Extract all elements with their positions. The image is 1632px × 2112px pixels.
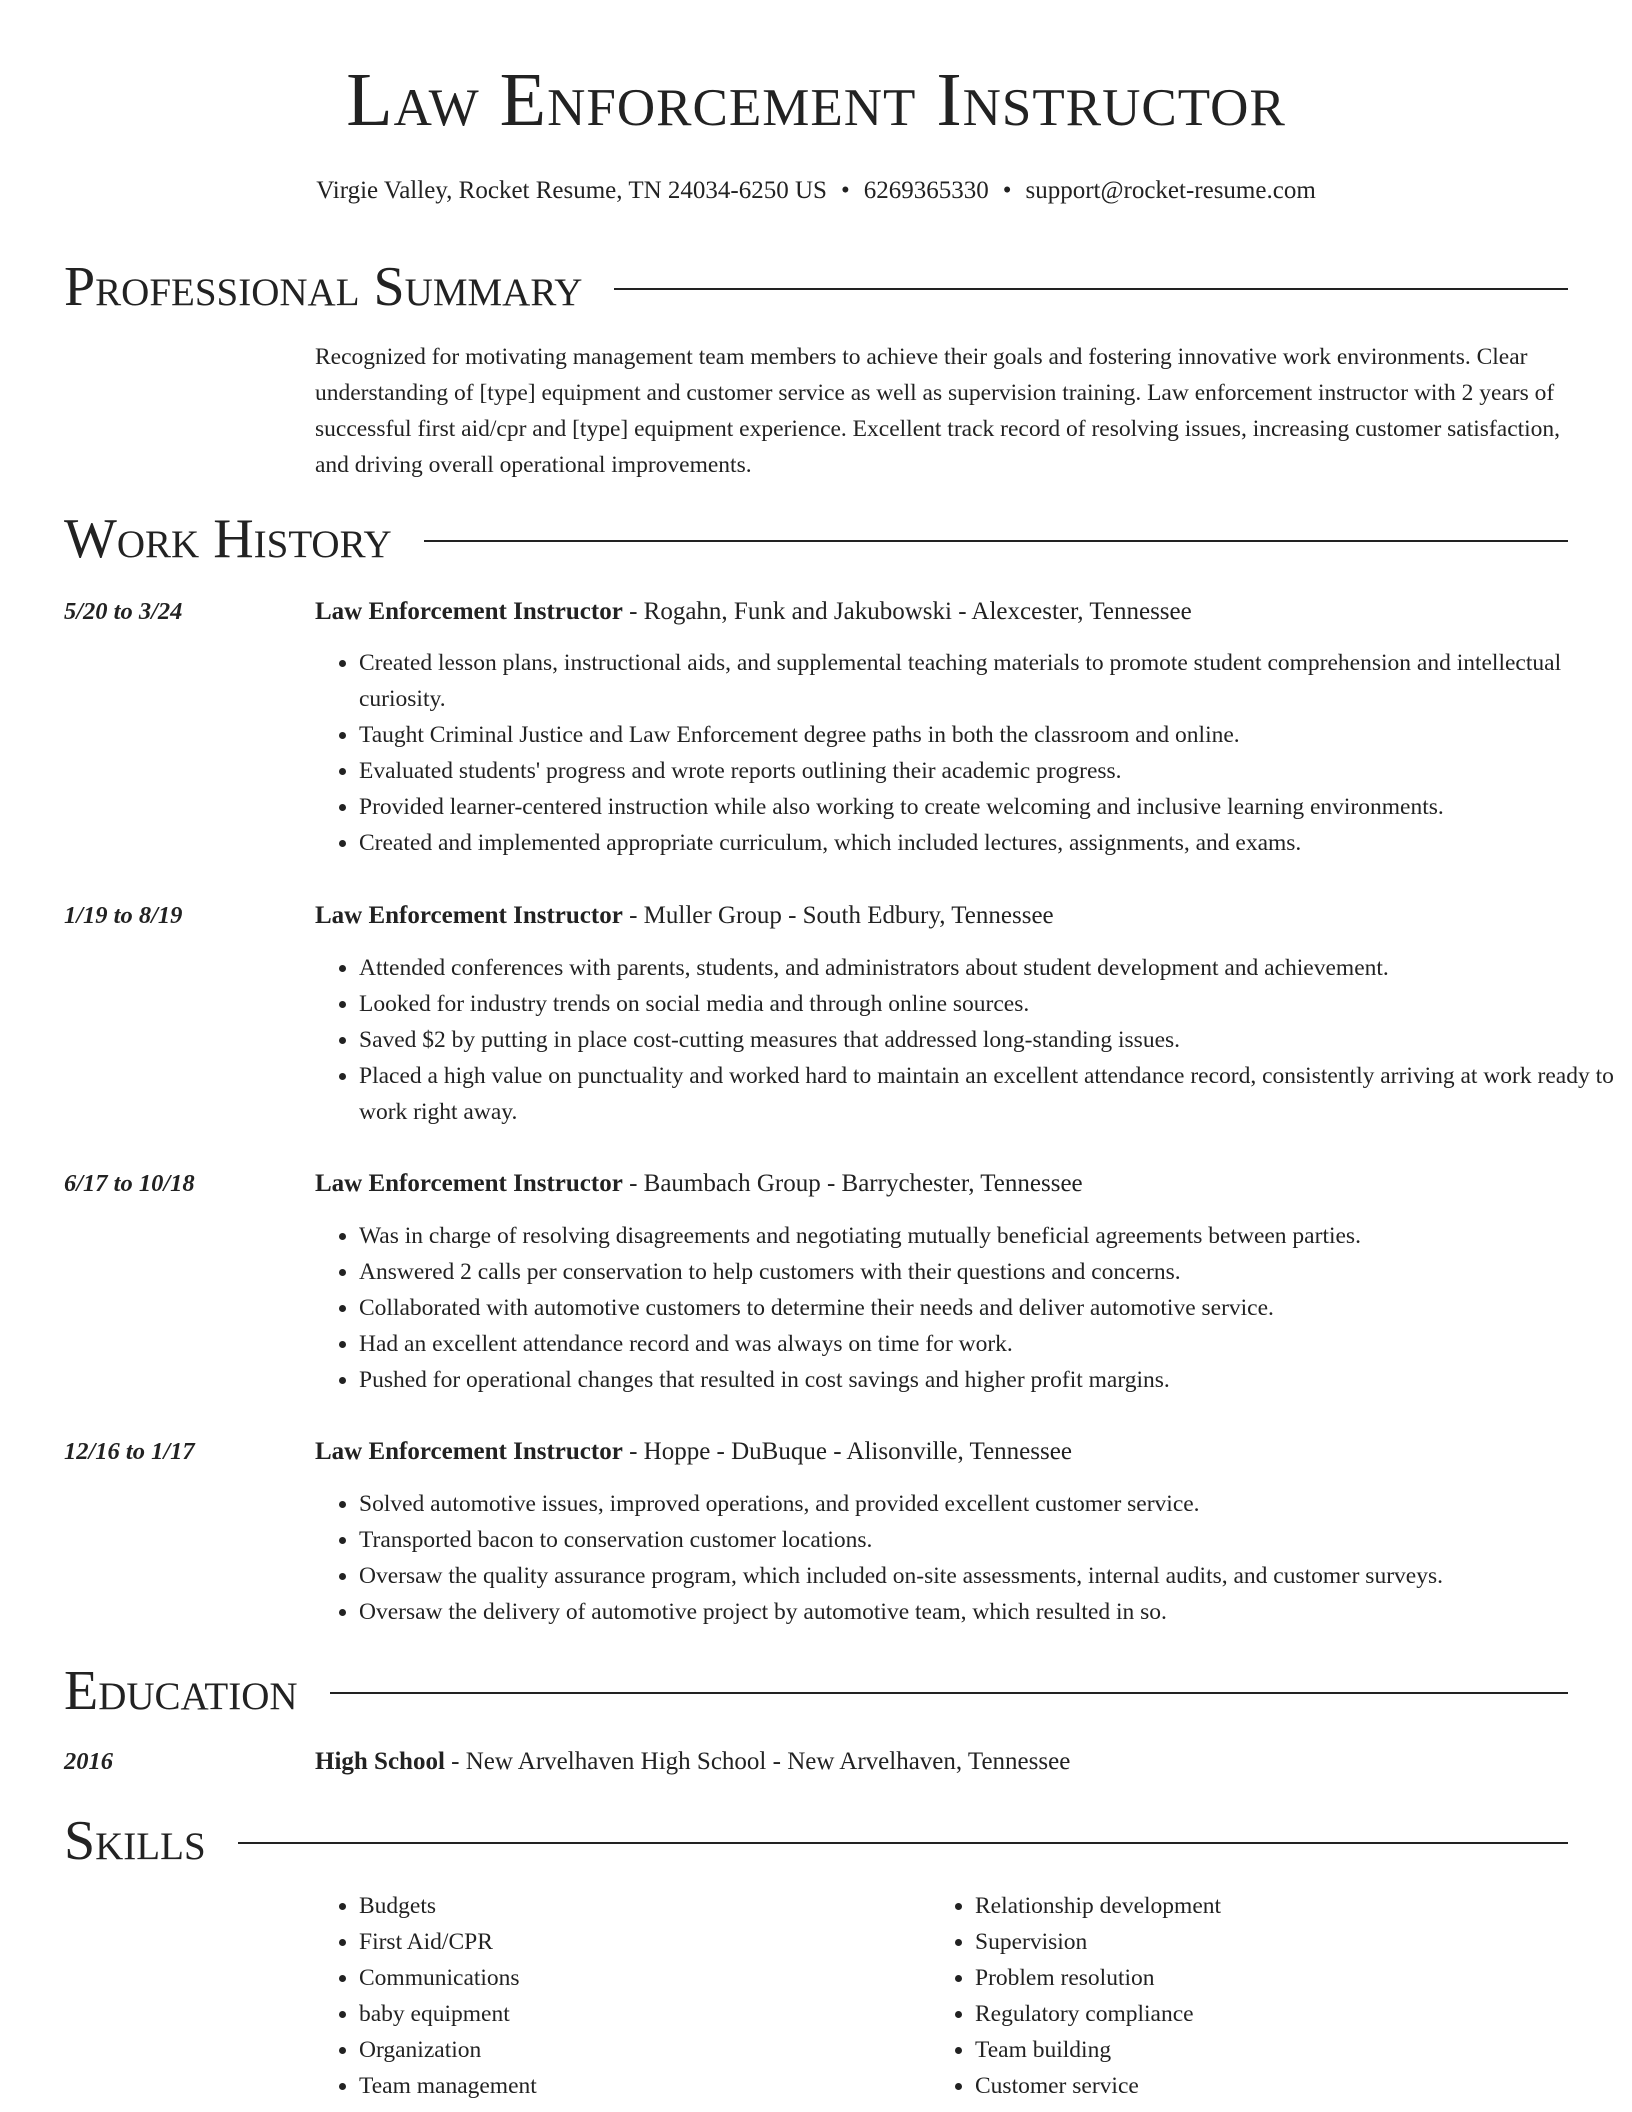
contact-phone: 6269365330: [863, 177, 989, 204]
section-header-skills: [64, 1810, 1568, 1872]
section-title: Education: [64, 1660, 298, 1722]
list-item: • Created lesson plans, instructional aids, and supplemental teaching materials to promote student comprehension and intellectual curiosity.: [359, 645, 1624, 717]
work-heading: [315, 1434, 1072, 1470]
work-bullets: [315, 950, 1624, 1130]
skill-item: • Budgets: [359, 1888, 537, 1924]
list-item: • Pushed for operational changes that resulted in cost savings and higher profit margins.: [359, 1362, 1624, 1398]
skill-item: • baby equipment: [359, 1996, 537, 2032]
list-item: • Taught Criminal Justice and Law Enforcement degree paths in both the classroom and online.: [359, 717, 1624, 753]
list-item: • Provided learner-centered instruction while also working to create welcoming and inclusive learning environments.: [359, 789, 1624, 825]
list-item: • Collaborated with automotive customers to determine their needs and deliver automotive service.: [359, 1290, 1624, 1326]
work-bullets: [315, 1218, 1624, 1398]
skill-item: • Supervision: [975, 1924, 1221, 1960]
list-item: • Was in charge of resolving disagreements and negotiating mutually beneficial agreements between parties.: [359, 1218, 1624, 1254]
skill-item: • Problem resolution: [975, 1960, 1221, 1996]
list-item: • Created and implemented appropriate curriculum, which included lectures, assignments, and exams.: [359, 825, 1624, 861]
section-header-education: [64, 1660, 1568, 1722]
summary-paragraph: Recognized for motivating management team members to achieve their goals and fostering innovative work environments. Clear understanding of [type] equipment and customer service as well as supervision training. Law enforcement instructor with 2 years of successful first aid/cpr and [type] equipment experience. Excellent track record of resolving issues, increasing customer satisfaction, and driving overall operational improvements.: [315, 344, 1561, 478]
list-item: • Oversaw the quality assurance program, which included on-site assessments, internal audits, and customer surveys.: [359, 1558, 1624, 1594]
section-header-summary: [64, 256, 1568, 318]
work-dates: 5/20 to 3/24: [64, 598, 183, 625]
work-employer: - Hoppe - DuBuque - Alisonville, Tennessee: [622, 1438, 1072, 1465]
skill-item: • Communications: [359, 1960, 537, 1996]
work-heading: [315, 594, 1192, 630]
skill-item: • Team building: [975, 2032, 1221, 2068]
section-divider: [424, 540, 1568, 542]
work-dates: 1/19 to 8/19: [64, 902, 183, 929]
list-item: • Answered 2 calls per conservation to help customers with their questions and concerns.: [359, 1254, 1624, 1290]
list-item: • Solved automotive issues, improved operations, and provided excellent customer service.: [359, 1486, 1624, 1522]
list-item: • Looked for industry trends on social media and through online sources.: [359, 986, 1624, 1022]
resume-title: Law Enforcement Instructor: [346, 58, 1286, 142]
contact-separator: •: [840, 177, 850, 204]
contact-separator: •: [1002, 177, 1012, 204]
education-school: - New Arvelhaven High School - New Arvelhaven, Tennessee: [444, 1748, 1071, 1775]
section-divider: [330, 1692, 1568, 1694]
work-heading: [315, 1166, 1083, 1202]
work-heading: [315, 898, 1054, 934]
work-title: Law Enforcement Instructor: [315, 1170, 623, 1197]
section-divider: [238, 1842, 1568, 1844]
skill-item: • Organization: [359, 2032, 537, 2068]
list-item: • Oversaw the delivery of automotive project by automotive team, which resulted in so.: [359, 1594, 1624, 1630]
education-year: 2016: [64, 1748, 113, 1775]
skills-column-2: [931, 1888, 1221, 2104]
work-dates: 12/16 to 1/17: [64, 1438, 195, 1465]
work-employer: - Baumbach Group - Barrychester, Tennessee: [622, 1170, 1083, 1197]
skill-item: • Customer service: [975, 2068, 1221, 2104]
section-header-work-history: [64, 508, 1568, 570]
education-degree: High School: [315, 1748, 445, 1775]
list-item: • Attended conferences with parents, students, and administrators about student development and achievement.: [359, 950, 1624, 986]
section-title: Work History: [64, 508, 392, 570]
section-divider: [614, 288, 1568, 290]
contact-line: [0, 176, 1632, 206]
list-item: • Evaluated students' progress and wrote reports outlining their academic progress.: [359, 753, 1624, 789]
contact-address: Virgie Valley, Rocket Resume, TN 24034-6250 US: [316, 177, 827, 204]
list-item: • Saved $2 by putting in place cost-cutting measures that addressed long-standing issues.: [359, 1022, 1624, 1058]
skill-item: • Relationship development: [975, 1888, 1221, 1924]
section-title: Skills: [64, 1810, 206, 1872]
contact-email: support@rocket-resume.com: [1025, 177, 1316, 204]
skill-item: • First Aid/CPR: [359, 1924, 537, 1960]
work-title: Law Enforcement Instructor: [315, 598, 623, 625]
section-title: Professional Summary: [64, 256, 583, 318]
list-item: • Transported bacon to conservation customer locations.: [359, 1522, 1624, 1558]
work-bullets: [315, 645, 1624, 861]
list-item: • Had an excellent attendance record and was always on time for work.: [359, 1326, 1624, 1362]
work-dates: 6/17 to 10/18: [64, 1170, 195, 1197]
skills-column-1: [315, 1888, 537, 2104]
skill-item: • Regulatory compliance: [975, 1996, 1221, 2032]
work-employer: - Rogahn, Funk and Jakubowski - Alexcester, Tennessee: [622, 598, 1192, 625]
education-heading: [315, 1744, 1070, 1780]
skill-item: • Team management: [359, 2068, 537, 2104]
work-employer: - Muller Group - South Edbury, Tennessee: [622, 902, 1054, 929]
work-title: Law Enforcement Instructor: [315, 902, 623, 929]
work-bullets: [315, 1486, 1624, 1630]
work-title: Law Enforcement Instructor: [315, 1438, 623, 1465]
list-item: • Placed a high value on punctuality and worked hard to maintain an excellent attendance record, consistently arriving at work ready to work right away.: [359, 1058, 1624, 1130]
